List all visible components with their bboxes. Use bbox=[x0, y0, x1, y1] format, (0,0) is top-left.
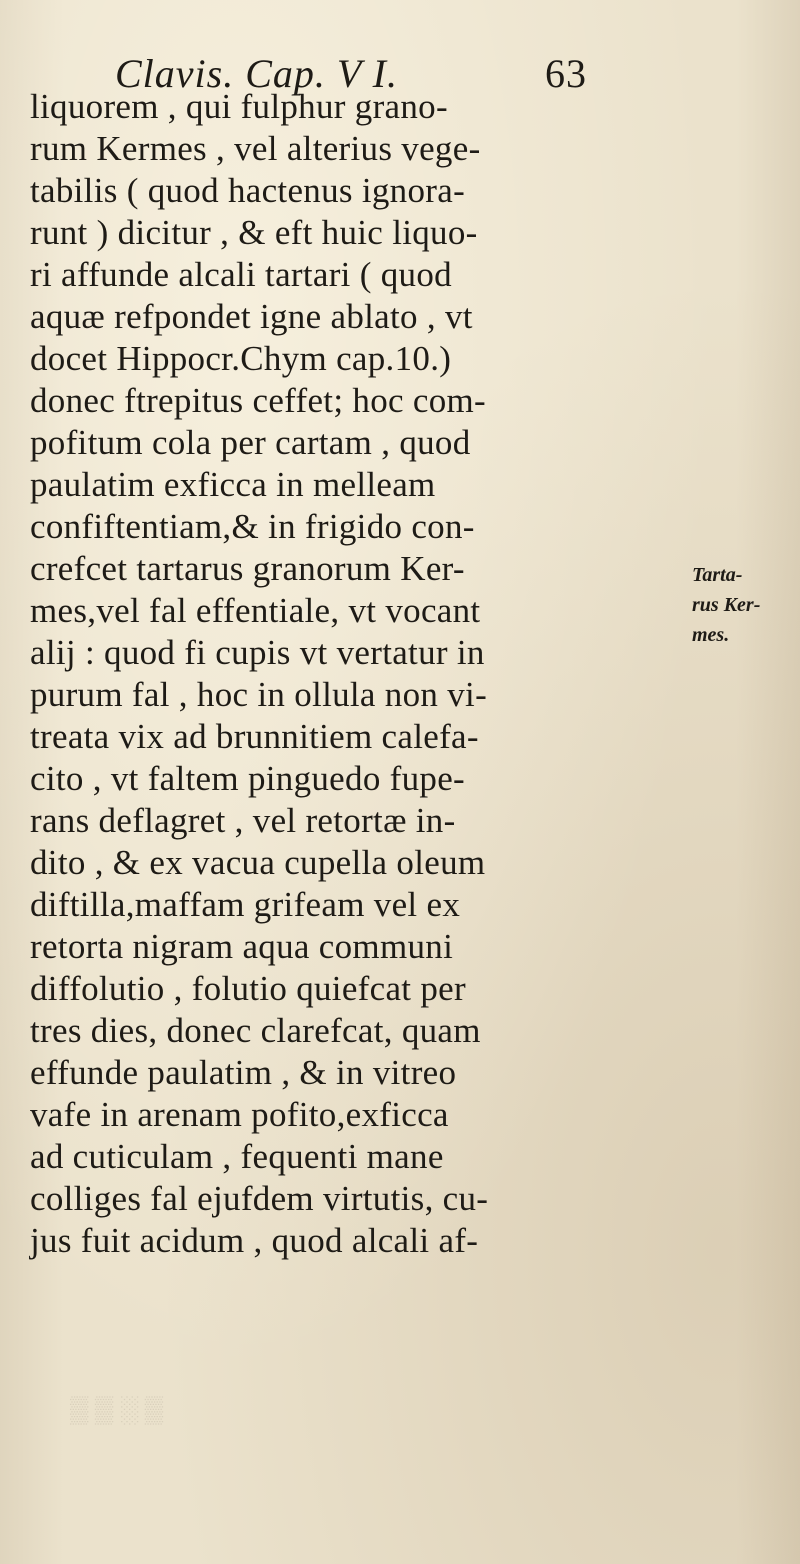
text-line: pofitum cola per cartam , quod bbox=[30, 423, 471, 462]
text-line: aquæ refpondet igne ablato , vt bbox=[30, 297, 473, 336]
margin-note bbox=[692, 560, 760, 650]
text-line: purum fal , hoc in ollula non vi- bbox=[30, 675, 488, 714]
text-line: mes,vel fal effentiale, vt vocant bbox=[30, 591, 481, 630]
body-text bbox=[30, 86, 620, 1262]
margin-note-line: Tarta- bbox=[692, 564, 743, 586]
margin-note-line: mes. bbox=[692, 624, 730, 646]
page-number: 63 bbox=[545, 51, 587, 96]
text-line: paulatim exficca in melleam bbox=[30, 465, 436, 504]
show-through-stain: ▒ ▒ ░ ▒ bbox=[70, 1395, 164, 1424]
text-line: ri affunde alcali tartari ( quod bbox=[30, 255, 452, 294]
text-line: retorta nigram aqua communi bbox=[30, 927, 454, 966]
text-line: treata vix ad brunnitiem calefa- bbox=[30, 717, 479, 756]
text-line: liquorem , qui fulphur grano- bbox=[30, 87, 448, 126]
text-line: tabilis ( quod hactenus ignora- bbox=[30, 171, 466, 210]
text-line: tres dies, donec clarefcat, quam bbox=[30, 1011, 481, 1050]
text-line: runt ) dicitur , & eft huic liquo- bbox=[30, 213, 478, 252]
text-line: vafe in arenam pofito,exficca bbox=[30, 1095, 449, 1134]
text-line: donec ftrepitus ceffet; hoc com- bbox=[30, 381, 486, 420]
text-line: confiftentiam,& in frigido con- bbox=[30, 507, 475, 546]
text-line: effunde paulatim , & in vitreo bbox=[30, 1053, 457, 1092]
text-line: dito , & ex vacua cupella oleum bbox=[30, 843, 486, 882]
text-line: docet Hippocr.Chym cap.10.) bbox=[30, 339, 452, 378]
text-line: diffolutio , folutio quiefcat per bbox=[30, 969, 466, 1008]
text-line: alij : quod fi cupis vt vertatur in bbox=[30, 633, 485, 672]
text-line: jus fuit acidum , quod alcali af- bbox=[30, 1221, 479, 1260]
running-head-title: Clavis. Cap. V I. bbox=[115, 51, 398, 96]
text-line: rum Kermes , vel alterius vege- bbox=[30, 129, 481, 168]
text-line: diftilla,maffam grifeam vel ex bbox=[30, 885, 461, 924]
text-line: rans deflagret , vel retortæ in- bbox=[30, 801, 456, 840]
text-line: cito , vt faltem pinguedo fupe- bbox=[30, 759, 466, 798]
margin-note-line: rus Ker- bbox=[692, 594, 761, 616]
text-line: crefcet tartarus granorum Ker- bbox=[30, 549, 465, 588]
text-line: ad cuticulam , fequenti mane bbox=[30, 1137, 444, 1176]
text-line: colliges fal ejufdem virtutis, cu- bbox=[30, 1179, 489, 1218]
